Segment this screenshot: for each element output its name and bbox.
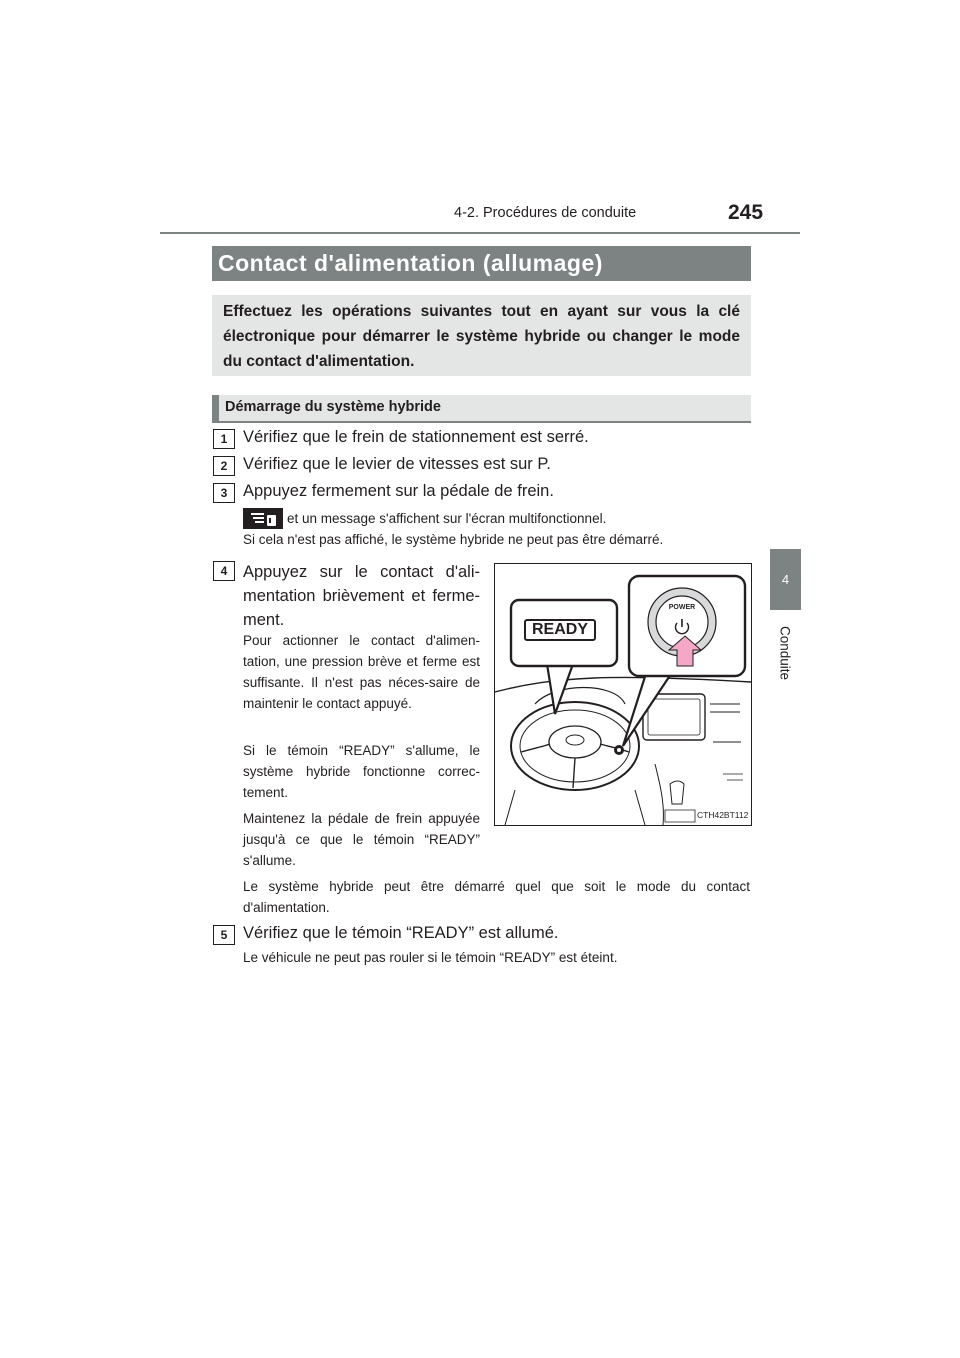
step-number-2: 2: [213, 456, 235, 476]
step4-note-2: Si le témoin “READY” s'allume, le système hybride fonctionne correc-tement.: [243, 743, 480, 800]
step-number-3: 3: [213, 483, 235, 503]
dashboard-figure: [494, 563, 752, 826]
step-text-1: Vérifiez que le frein de stationnement est serré.: [243, 428, 589, 446]
page-title: Contact d'alimentation (allumage): [218, 250, 603, 276]
title-bar: [212, 246, 751, 281]
step4-after-note: Le système hybride peut être démarré quel que soit le mode du contact d'alimentation.: [243, 879, 750, 915]
step4-note-1: Pour actionner le contact d'alimen-tation, une pression brève et ferme est suffisante. Il n'est pas néces-saire de maintenir le contact appuyé.: [243, 633, 480, 711]
subsection-accent: [212, 395, 219, 421]
step-text-2: Vérifiez que le levier de vitesses est sur P.: [243, 455, 551, 473]
chapter-tab: 4: [770, 549, 801, 610]
step3-note-2: Si cela n'est pas affiché, le système hybride ne peut pas être démarré.: [243, 532, 664, 547]
page-number: 245: [728, 201, 764, 224]
step3-note-1: et un message s'affichent sur l'écran multifonctionnel.: [287, 511, 607, 526]
step-text-4: Appuyez sur le contact d'ali-mentation brièvement et ferme-ment.: [243, 563, 480, 629]
header-rule: [160, 232, 800, 234]
power-button-label: POWER: [668, 604, 696, 611]
figure-code: CTH42BT112: [697, 810, 749, 820]
step4-note-3: Maintenez la pédale de frein appuyée jusqu'à ce que le témoin “READY” s'allume.: [243, 811, 480, 868]
step-number-1: 1: [213, 429, 235, 449]
step-number-4: 4: [213, 561, 235, 581]
smart-key-indicator-icon: [243, 508, 283, 529]
step-text-5: Vérifiez que le témoin “READY” est allumé.: [243, 924, 559, 942]
ready-indicator-label: READY: [531, 621, 588, 638]
step-number-5: 5: [213, 925, 235, 945]
chapter-label-text: Conduite: [777, 625, 793, 681]
intro-box: [212, 295, 751, 376]
step-text-3: Appuyez fermement sur la pédale de frein.: [243, 482, 554, 500]
intro-text: Effectuez les opérations suivantes tout en ayant sur vous la clé électronique pour démarrer le système hybride ou changer le mode du contact d'alimentation.: [223, 303, 740, 370]
dashboard-illustration: [495, 564, 751, 825]
chapter-label: [768, 618, 802, 688]
section-reference: 4-2. Procédures de conduite: [454, 205, 637, 221]
subsection-title: Démarrage du système hybride: [225, 399, 441, 415]
step5-note: Le véhicule ne peut pas rouler si le témoin “READY” est éteint.: [243, 950, 618, 965]
subsection-heading: [212, 395, 751, 423]
